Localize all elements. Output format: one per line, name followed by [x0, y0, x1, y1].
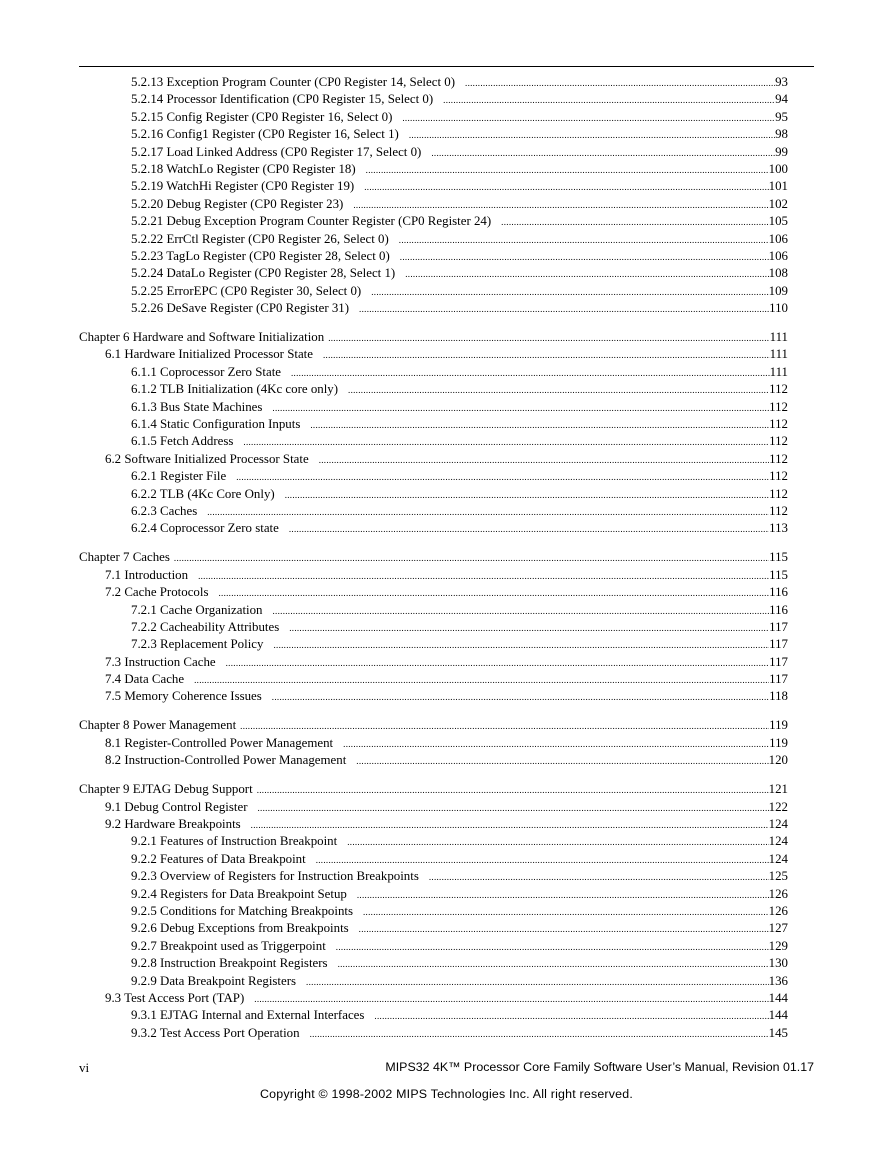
- toc-entry[interactable]: [79, 283, 788, 300]
- toc-entry-label: 9.2.6 Debug Exceptions from Breakpoints: [131, 921, 349, 936]
- toc-entry-label: 8.2 Instruction-Controlled Power Management: [105, 753, 347, 768]
- toc-entry-page: 105: [768, 214, 788, 229]
- toc-dot-leader: [431, 145, 775, 161]
- toc-entry-page: 136: [768, 973, 788, 988]
- toc-entry[interactable]: [79, 503, 788, 520]
- toc-entry[interactable]: [79, 300, 788, 317]
- toc-entry-page: 127: [768, 921, 788, 936]
- toc-entry-label: 6.2.4 Coprocessor Zero state: [131, 521, 279, 536]
- toc-dot-leader: [243, 434, 769, 450]
- toc-entry-label: 7.5 Memory Coherence Issues: [105, 689, 262, 704]
- toc-dot-leader: [399, 232, 769, 248]
- toc-entry-label: 5.2.14 Processor Identification (CP0 Register 15, Select 0): [131, 92, 434, 107]
- toc-entry[interactable]: [79, 671, 788, 688]
- toc-dot-leader: [348, 382, 769, 398]
- toc-entry-page: 117: [769, 654, 788, 669]
- toc-entry-label: 5.2.19 WatchHi Register (CP0 Register 19): [131, 179, 355, 194]
- toc-dot-leader: [194, 672, 769, 688]
- toc-entry-label: Chapter 7 Caches: [79, 550, 170, 565]
- toc-entry-label: 5.2.26 DeSave Register (CP0 Register 31): [131, 301, 350, 316]
- toc-dot-leader: [258, 800, 769, 816]
- toc-entry[interactable]: [79, 126, 788, 143]
- toc-entry[interactable]: [79, 265, 788, 282]
- toc-entry-label: 6.2.3 Caches: [131, 503, 198, 518]
- toc-entry-label: 5.2.17 Load Linked Address (CP0 Register 17, Select 0): [131, 144, 422, 159]
- toc-entry[interactable]: [79, 816, 788, 833]
- toc-entry-label: Chapter 6 Hardware and Software Initialization: [79, 330, 325, 345]
- toc-entry-page: 122: [768, 799, 788, 814]
- toc-entry-label: 6.1.1 Coprocessor Zero State: [131, 364, 281, 379]
- toc-dot-leader: [371, 284, 768, 300]
- toc-dot-leader: [218, 585, 769, 601]
- toc-entry[interactable]: [79, 74, 788, 91]
- toc-entry-page: 108: [768, 266, 788, 281]
- toc-entry-label: 7.2.3 Replacement Policy: [131, 637, 264, 652]
- toc-entry[interactable]: [79, 161, 788, 178]
- toc-entry-page: 111: [769, 330, 788, 345]
- toc-dot-leader: [356, 753, 768, 769]
- toc-dot-leader: [405, 266, 768, 282]
- toc-entry[interactable]: [79, 735, 788, 752]
- toc-entry-page: 119: [769, 718, 788, 733]
- toc-entry[interactable]: [79, 329, 788, 346]
- toc-entry-page: 145: [768, 1025, 788, 1040]
- header-rule: [79, 66, 814, 67]
- toc-dot-leader: [328, 330, 769, 346]
- toc-entry[interactable]: [79, 903, 788, 920]
- toc-entry-label: 9.2.5 Conditions for Matching Breakpoints: [131, 903, 353, 918]
- toc-dot-leader: [289, 620, 769, 636]
- toc-entry-page: 112: [769, 469, 788, 484]
- toc-entry-label: 9.2 Hardware Breakpoints: [105, 817, 241, 831]
- toc-entry[interactable]: [79, 851, 788, 868]
- toc-dot-leader: [364, 179, 768, 195]
- toc-dot-leader: [343, 736, 769, 752]
- toc-entry-label: 5.2.16 Config1 Register (CP0 Register 16, Select 1): [131, 127, 399, 142]
- toc-entry[interactable]: [79, 468, 788, 485]
- toc-entry[interactable]: [79, 364, 788, 381]
- toc-entry-page: 121: [768, 782, 788, 797]
- toc-entry[interactable]: [79, 91, 788, 108]
- toc-dot-leader: [273, 637, 769, 653]
- toc-entry-page: 120: [768, 753, 788, 768]
- toc-entry-page: 112: [769, 417, 788, 432]
- toc-entry-label: 7.3 Instruction Cache: [105, 654, 216, 669]
- toc-dot-leader: [374, 1008, 768, 1024]
- toc-entry-page: 118: [769, 689, 788, 704]
- toc-entry-page: 95: [775, 109, 788, 124]
- toc-dot-leader: [272, 689, 769, 705]
- toc-entry[interactable]: [79, 1007, 788, 1024]
- toc-dot-leader: [207, 504, 769, 520]
- toc-entry-page: 124: [768, 851, 788, 866]
- document-title: MIPS32 4K™ Processor Core Family Software User’s Manual, Revision 01.17: [385, 1060, 814, 1074]
- toc-entry[interactable]: [79, 920, 788, 937]
- toc-entry-page: 102: [768, 196, 788, 211]
- toc-entry-page: 113: [769, 521, 788, 536]
- toc-entry-page: 112: [769, 382, 788, 397]
- toc-entry[interactable]: [79, 688, 788, 705]
- toc-entry-page: 112: [769, 451, 788, 466]
- table-of-contents: [79, 74, 788, 1042]
- toc-entry-page: 119: [769, 735, 788, 750]
- toc-entry-page: 117: [769, 619, 788, 634]
- toc-entry[interactable]: [79, 416, 788, 433]
- toc-dot-leader: [319, 452, 769, 468]
- toc-entry-label: 6.2.2 TLB (4Kc Core Only): [131, 486, 275, 501]
- toc-entry-label: 7.4 Data Cache: [105, 672, 185, 687]
- toc-entry[interactable]: [79, 717, 788, 734]
- toc-entry-label: 5.2.21 Debug Exception Program Counter Register (CP0 Register 24): [131, 214, 492, 229]
- toc-entry-label: 6.1.5 Fetch Address: [131, 434, 234, 449]
- toc-entry-page: 111: [769, 364, 788, 379]
- toc-entry-page: 110: [769, 301, 788, 316]
- toc-entry[interactable]: [79, 213, 788, 230]
- toc-entry[interactable]: [79, 109, 788, 126]
- toc-entry-label: 5.2.24 DataLo Register (CP0 Register 28, Select 1): [131, 266, 396, 281]
- toc-entry-label: 6.1.2 TLB Initialization (4Kc core only): [131, 382, 339, 397]
- toc-entry[interactable]: [79, 654, 788, 671]
- toc-dot-leader: [198, 568, 769, 584]
- toc-dot-leader: [338, 956, 769, 972]
- toc-entry[interactable]: [79, 752, 788, 769]
- toc-entry-label: 9.3.2 Test Access Port Operation: [131, 1025, 300, 1040]
- toc-entry-page: 94: [775, 92, 788, 107]
- toc-dot-leader: [465, 75, 775, 91]
- toc-entry[interactable]: [79, 178, 788, 195]
- toc-entry[interactable]: [79, 231, 788, 248]
- toc-dot-leader: [240, 718, 769, 734]
- toc-entry-page: 112: [769, 503, 788, 518]
- toc-entry-page: 117: [769, 637, 788, 652]
- toc-entry[interactable]: [79, 1025, 788, 1042]
- toc-entry-label: 6.1.4 Static Configuration Inputs: [131, 417, 301, 432]
- toc-dot-leader: [226, 655, 770, 671]
- toc-entry-label: 5.2.23 TagLo Register (CP0 Register 28, Select 0): [131, 248, 390, 263]
- toc-entry-page: 117: [769, 672, 788, 687]
- toc-entry-label: 5.2.13 Exception Program Counter (CP0 Register 14, Select 0): [131, 75, 456, 89]
- toc-dot-leader: [357, 887, 769, 903]
- toc-entry-page: 126: [768, 886, 788, 901]
- toc-entry[interactable]: [79, 520, 788, 537]
- toc-entry[interactable]: [79, 346, 788, 363]
- toc-entry[interactable]: [79, 990, 788, 1007]
- toc-entry[interactable]: [79, 955, 788, 972]
- toc-dot-leader: [336, 939, 769, 955]
- toc-dot-leader: [359, 301, 769, 317]
- toc-entry-page: 111: [769, 347, 788, 362]
- toc-dot-leader: [501, 214, 768, 230]
- toc-entry-page: 101: [768, 179, 788, 194]
- toc-entry[interactable]: [79, 549, 788, 566]
- toc-entry[interactable]: [79, 602, 788, 619]
- toc-dot-leader: [257, 782, 769, 798]
- toc-dot-leader: [443, 92, 775, 108]
- toc-entry-page: 98: [775, 127, 788, 142]
- toc-entry[interactable]: [79, 399, 788, 416]
- toc-entry-label: 9.2.8 Instruction Breakpoint Registers: [131, 956, 328, 971]
- toc-dot-leader: [400, 249, 769, 265]
- toc-dot-leader: [251, 817, 769, 833]
- toc-entry-label: 5.2.22 ErrCtl Register (CP0 Register 26, Select 0): [131, 231, 389, 246]
- toc-entry-page: 124: [768, 834, 788, 849]
- toc-dot-leader: [359, 921, 769, 937]
- toc-entry-label: 9.3.1 EJTAG Internal and External Interfaces: [131, 1008, 365, 1023]
- toc-entry-label: 7.2.2 Cacheability Attributes: [131, 619, 280, 634]
- toc-entry[interactable]: [79, 868, 788, 885]
- page-number: vi: [79, 1060, 90, 1075]
- toc-entry-label: 9.2.7 Breakpoint used as Triggerpoint: [131, 938, 326, 953]
- toc-entry-page: 100: [768, 161, 788, 176]
- toc-entry-label: 9.1 Debug Control Register: [105, 799, 248, 814]
- toc-dot-leader: [347, 834, 768, 850]
- toc-entry-page: 115: [769, 567, 788, 582]
- toc-dot-leader: [366, 162, 769, 178]
- toc-entry[interactable]: [79, 799, 788, 816]
- copyright-notice: Copyright © 1998-2002 MIPS Technologies Inc. All right reserved.: [260, 1087, 633, 1101]
- toc-dot-leader: [409, 127, 775, 143]
- toc-entry[interactable]: [79, 486, 788, 503]
- toc-entry-page: 125: [768, 869, 788, 884]
- toc-dot-leader: [310, 1026, 769, 1042]
- toc-dot-leader: [310, 417, 769, 433]
- toc-dot-leader: [174, 550, 769, 566]
- toc-entry[interactable]: [79, 781, 788, 798]
- toc-entry-label: 9.3 Test Access Port (TAP): [105, 990, 245, 1005]
- toc-entry-page: 106: [768, 248, 788, 263]
- toc-entry-page: 144: [768, 990, 788, 1005]
- toc-entry-label: 9.2.3 Overview of Registers for Instruction Breakpoints: [131, 869, 419, 884]
- toc-dot-leader: [272, 400, 769, 416]
- toc-dot-leader: [402, 110, 775, 126]
- toc-entry-page: 93: [775, 75, 788, 89]
- toc-entry-label: Chapter 8 Power Management: [79, 718, 237, 733]
- toc-entry[interactable]: [79, 886, 788, 903]
- toc-entry-label: 7.2 Cache Protocols: [105, 585, 209, 600]
- toc-dot-leader: [254, 991, 768, 1007]
- toc-entry-label: 6.2.1 Register File: [131, 469, 227, 484]
- toc-dot-leader: [236, 469, 769, 485]
- toc-entry[interactable]: [79, 636, 788, 653]
- toc-dot-leader: [285, 487, 769, 503]
- toc-entry[interactable]: [79, 567, 788, 584]
- toc-dot-leader: [273, 603, 770, 619]
- toc-entry-page: 106: [768, 231, 788, 246]
- toc-entry-label: 6.1.3 Bus State Machines: [131, 399, 263, 414]
- toc-entry[interactable]: [79, 451, 788, 468]
- toc-entry[interactable]: [79, 833, 788, 850]
- toc-entry-label: 5.2.25 ErrorEPC (CP0 Register 30, Select 0): [131, 283, 362, 298]
- toc-entry-label: 5.2.18 WatchLo Register (CP0 Register 18): [131, 161, 356, 176]
- toc-entry[interactable]: [79, 433, 788, 450]
- toc-dot-leader: [323, 347, 770, 363]
- toc-entry-label: 5.2.15 Config Register (CP0 Register 16, Select 0): [131, 109, 393, 124]
- toc-dot-leader: [316, 852, 769, 868]
- toc-entry-page: 124: [768, 817, 788, 831]
- toc-entry-label: 6.2 Software Initialized Processor State: [105, 451, 309, 466]
- toc-entry[interactable]: [79, 973, 788, 990]
- toc-entry[interactable]: [79, 381, 788, 398]
- toc-entry-label: 8.1 Register-Controlled Power Management: [105, 735, 334, 750]
- toc-entry-label: 6.1 Hardware Initialized Processor State: [105, 347, 313, 362]
- toc-entry-label: 7.1 Introduction: [105, 567, 189, 582]
- toc-dot-leader: [306, 974, 769, 990]
- toc-entry[interactable]: [79, 196, 788, 213]
- toc-entry-label: 9.2.2 Features of Data Breakpoint: [131, 851, 306, 866]
- toc-entry-page: 129: [768, 938, 788, 953]
- toc-entry-page: 126: [768, 903, 788, 918]
- toc-entry-page: 116: [769, 585, 788, 600]
- toc-entry[interactable]: [79, 619, 788, 636]
- toc-dot-leader: [289, 521, 769, 537]
- toc-entry-label: 9.2.4 Registers for Data Breakpoint Setup: [131, 886, 347, 901]
- toc-entry[interactable]: [79, 248, 788, 265]
- toc-entry-page: 112: [769, 434, 788, 449]
- toc-entry[interactable]: [79, 144, 788, 161]
- toc-dot-leader: [291, 365, 770, 381]
- toc-entry-page: 112: [769, 399, 788, 414]
- toc-entry-page: 115: [769, 550, 788, 565]
- toc-entry-page: 144: [768, 1008, 788, 1023]
- toc-entry-page: 130: [768, 956, 788, 971]
- toc-entry[interactable]: [79, 938, 788, 955]
- toc-entry-page: 99: [775, 144, 788, 159]
- toc-dot-leader: [363, 904, 769, 920]
- toc-entry-label: 9.2.1 Features of Instruction Breakpoint: [131, 834, 338, 849]
- toc-entry-label: 5.2.20 Debug Register (CP0 Register 23): [131, 196, 344, 211]
- toc-dot-leader: [353, 197, 768, 213]
- toc-entry[interactable]: [79, 584, 788, 601]
- toc-entry-label: 9.2.9 Data Breakpoint Registers: [131, 973, 297, 988]
- toc-entry-page: 116: [769, 602, 788, 617]
- toc-entry-label: Chapter 9 EJTAG Debug Support: [79, 782, 253, 797]
- toc-entry-page: 109: [768, 283, 788, 298]
- toc-dot-leader: [429, 869, 769, 885]
- toc-entry-label: 7.2.1 Cache Organization: [131, 602, 263, 617]
- toc-entry-page: 112: [769, 486, 788, 501]
